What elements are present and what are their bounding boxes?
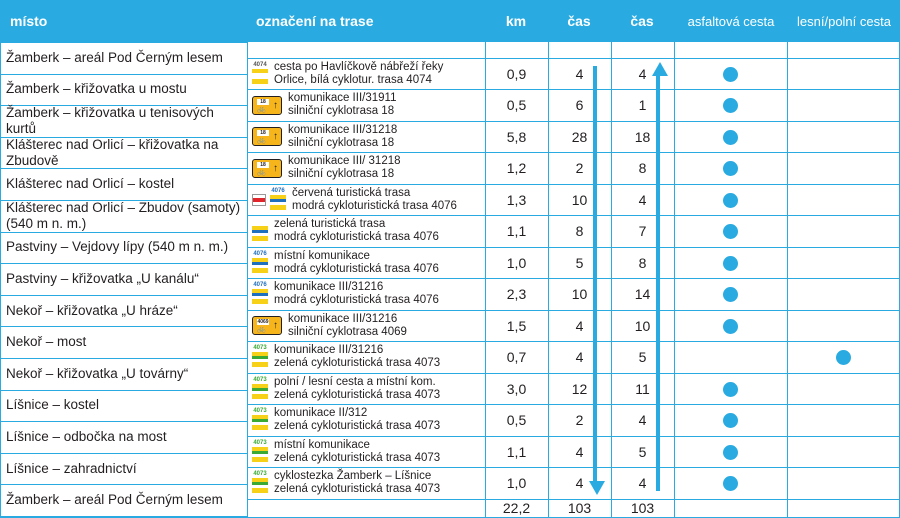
route-line-1: komunikace III/ 31218	[288, 155, 401, 168]
sign-stripe	[252, 262, 268, 265]
route-sign	[252, 316, 288, 335]
time-2-value: 8	[638, 160, 647, 177]
sign-stripe	[252, 482, 268, 485]
route-line-1: komunikace III/31216	[274, 344, 384, 357]
km-value: 1,1	[506, 443, 527, 460]
route-description	[274, 407, 440, 433]
road-cycle-sign-icon	[252, 159, 282, 178]
asphalt-dot	[723, 287, 738, 302]
route-line-1: zelená turistická trasa	[274, 218, 386, 231]
header-place: místo	[10, 13, 48, 29]
asphalt-dot	[723, 413, 738, 428]
sign-band	[252, 79, 268, 84]
cyclo-route-sign-icon	[252, 251, 268, 275]
time-1-value: 2	[575, 160, 584, 177]
route-cell	[252, 121, 484, 153]
time-2-value: 18	[634, 128, 651, 145]
route-line-1: komunikace III/31218	[288, 123, 398, 136]
route-description	[274, 250, 439, 276]
arrow-up-icon: ↑	[273, 162, 278, 174]
sign-band	[252, 425, 268, 430]
column-divider	[247, 0, 248, 518]
route-cell	[252, 404, 484, 436]
km-value: 1,2	[506, 160, 527, 177]
km-value: 1,0	[506, 254, 527, 271]
asphalt-dot	[723, 193, 738, 208]
sign-number: 4073	[253, 376, 267, 383]
header-route: označení na trase	[256, 13, 374, 29]
header-km: km	[505, 13, 527, 29]
route-line-1: cyklostezka Žamberk – Líšnice	[274, 470, 432, 483]
route-line-2: modrá cykloturistická trasa 4076	[274, 231, 439, 244]
route-cell	[252, 152, 484, 184]
route-description	[274, 218, 439, 244]
route-line-1: cesta po Havlíčkově nábřeží řeky	[274, 60, 444, 73]
sign-stripe	[252, 356, 268, 359]
asphalt-dot	[723, 256, 738, 271]
time-2-value: 4	[638, 475, 647, 492]
route-description	[274, 439, 440, 465]
route-cell	[252, 58, 484, 90]
road-cycle-sign-icon	[252, 127, 282, 146]
route-cell	[252, 247, 484, 279]
km-value: 2,3	[506, 286, 527, 303]
time-2-value: 5	[638, 443, 647, 460]
sign-number: 18	[257, 162, 269, 168]
time-1-value: 10	[571, 191, 588, 208]
bicycle-icon: 🚲	[257, 168, 266, 176]
sign-number	[252, 219, 268, 225]
time-2-value: 5	[638, 349, 647, 366]
km-value: 0,5	[506, 412, 527, 429]
down-arrow-head-icon	[589, 481, 605, 495]
time-2-value: 11	[635, 380, 650, 397]
route-sign	[252, 188, 292, 212]
total-km: 22,2	[502, 500, 531, 516]
route-cell	[252, 373, 484, 405]
sign-band	[252, 394, 268, 399]
arrow-up-icon: ↑	[273, 320, 278, 332]
cyclo-route-sign-icon	[252, 62, 268, 86]
route-description	[274, 470, 440, 496]
time-1-value: 10	[571, 286, 588, 303]
km-value: 5,8	[506, 128, 527, 145]
route-cell	[252, 341, 484, 373]
place-name: Klášterec nad Orlicí – křižovatka na Zbudově	[6, 136, 219, 168]
route-cell	[252, 467, 484, 499]
cyclo-route-sign-icon	[252, 440, 268, 464]
route-sign	[252, 96, 288, 115]
route-sign	[252, 345, 274, 369]
time-2-value: 1	[638, 97, 647, 114]
km-value: 1,1	[506, 223, 527, 240]
sign-number: 4069	[257, 319, 269, 326]
time-1-value: 6	[575, 97, 584, 114]
red-tourist-mark-icon	[252, 194, 266, 206]
time-1-value: 28	[571, 128, 588, 145]
time-2-value: 7	[638, 223, 647, 240]
up-arrow-head-icon	[652, 62, 668, 76]
sign-number: 4073	[253, 408, 267, 415]
asphalt-dot	[723, 382, 738, 397]
road-cycle-sign-icon	[252, 96, 282, 115]
km-value: 0,7	[506, 349, 527, 366]
header-time-1: čas	[567, 13, 591, 29]
bicycle-icon: 🚲	[257, 105, 266, 113]
place-name: Líšnice – odbočka na most	[6, 428, 167, 444]
cyclo-route-sign-icon	[252, 377, 268, 401]
route-sign	[252, 159, 288, 178]
sign-number: 4074	[253, 61, 267, 68]
km-value: 0,9	[506, 65, 527, 82]
sign-number: 4073	[253, 471, 267, 478]
km-value: 1,5	[506, 317, 527, 334]
place-name: Pastviny – Vejdovy lípy (540 m n. m.)	[6, 239, 229, 255]
asphalt-dot	[723, 161, 738, 176]
route-line-2: modrá cykloturistická trasa 4076	[274, 262, 439, 275]
route-cell	[252, 310, 484, 342]
asphalt-dot	[723, 445, 738, 460]
time-1-value: 5	[575, 254, 584, 271]
route-line-2: zelená cykloturistická trasa 4073	[274, 388, 441, 401]
arrow-up-icon: ↑	[273, 131, 278, 143]
asphalt-dot	[723, 319, 738, 334]
route-line-1: komunikace III/31911	[288, 92, 397, 105]
cyclo-route-sign-icon	[252, 282, 268, 306]
route-line-2: modrá cykloturistická trasa 4076	[292, 199, 457, 212]
route-line-2: silniční cyklotrasa 18	[288, 136, 395, 149]
route-description	[292, 187, 457, 213]
sign-stripe	[252, 388, 268, 391]
time-2-value: 4	[638, 65, 647, 82]
up-arrow-icon	[656, 76, 660, 491]
time-1-value: 4	[575, 65, 584, 82]
cyclo-route-sign-icon	[252, 408, 268, 432]
sign-stripe	[270, 199, 286, 202]
sign-band	[252, 299, 268, 304]
route-cell	[252, 215, 484, 247]
time-1-value: 12	[571, 380, 588, 397]
bicycle-icon: 🚲	[257, 326, 266, 334]
km-value: 3,0	[506, 380, 527, 397]
km-value: 1,3	[506, 191, 527, 208]
route-description	[274, 344, 440, 370]
header-time-2: čas	[630, 13, 654, 29]
sign-number: 4073	[253, 439, 267, 446]
route-description	[288, 155, 401, 181]
place-name: Nekoř – křižovatka „U továrny“	[6, 365, 189, 381]
time-1-value: 4	[575, 317, 584, 334]
sign-band	[252, 457, 268, 462]
time-2-value: 4	[638, 191, 647, 208]
route-line-2: zelená cykloturistická trasa 4073	[274, 483, 441, 496]
route-sign	[252, 471, 274, 495]
time-2-value: 8	[638, 254, 647, 271]
sign-number: 4076	[253, 282, 267, 289]
road-cycle-sign-icon	[252, 316, 282, 335]
cyclo-route-sign-icon	[252, 345, 268, 369]
sign-band	[270, 205, 286, 210]
sign-stripe	[252, 73, 268, 76]
route-cell	[252, 436, 484, 468]
route-sign	[252, 440, 274, 464]
time-1-value: 4	[575, 349, 584, 366]
route-cell	[252, 184, 484, 216]
route-sign	[252, 62, 274, 86]
time-1-value: 4	[575, 475, 584, 492]
route-sign	[252, 377, 274, 401]
sign-band	[252, 362, 268, 367]
header-asphalt: asfaltová cesta	[687, 13, 775, 29]
time-2-value: 14	[634, 286, 651, 303]
km-value: 0,5	[506, 97, 527, 114]
sign-number: 18	[257, 130, 269, 136]
place-name: Žamberk – křižovatka u mostu	[6, 81, 187, 97]
mark-white	[253, 202, 265, 205]
time-1-value: 2	[575, 412, 584, 429]
sign-stripe	[252, 419, 268, 422]
route-sign	[252, 219, 274, 243]
place-name: Žamberk – areál Pod Černým lesem	[6, 492, 223, 508]
sign-band	[252, 488, 268, 493]
cyclo-route-sign-icon	[252, 471, 268, 495]
route-description	[274, 281, 439, 307]
route-line-1: komunikace III/31216	[288, 312, 398, 325]
route-cell	[252, 89, 484, 121]
asphalt-dot	[723, 98, 738, 113]
route-sign	[252, 408, 274, 432]
column-divider	[674, 0, 675, 518]
route-sign	[252, 282, 274, 306]
sign-number: 18	[257, 99, 269, 105]
sign-stripe	[252, 451, 268, 454]
place-name: Klášterec nad Orlicí – kostel	[6, 176, 175, 192]
time-2-value: 4	[638, 412, 647, 429]
route-line-2: zelená cykloturistická trasa 4073	[274, 451, 441, 464]
sign-number: 4076	[253, 250, 267, 257]
route-description	[274, 61, 443, 87]
asphalt-dot	[723, 130, 738, 145]
sign-band	[252, 236, 268, 241]
sign-number: 4073	[253, 345, 267, 352]
place-name: Líšnice – zahradnictví	[6, 460, 137, 476]
sign-band	[252, 268, 268, 273]
route-line-1: komunikace III/31216	[274, 281, 384, 294]
asphalt-dot	[723, 67, 738, 82]
place-name: Pastviny – křižovatka „U kanálu“	[6, 270, 199, 286]
cyclo-route-sign-icon	[270, 188, 286, 212]
route-line-1: polní / lesní cesta a místní kom.	[274, 375, 436, 388]
total-time-2: 103	[630, 500, 655, 516]
route-line-2: silniční cyklotrasa 18	[288, 105, 395, 118]
column-divider	[787, 0, 788, 518]
place-name: Žamberk – křižovatka u tenisových kurtů	[6, 104, 214, 136]
km-value: 1,0	[506, 475, 527, 492]
asphalt-dot	[723, 224, 738, 239]
route-line-2: zelená cykloturistická trasa 4073	[274, 357, 441, 370]
sign-number: 4076	[271, 187, 285, 194]
place-name: Klášterec nad Orlicí – Zbudov (samoty) (540 m n. m.)	[6, 199, 241, 231]
route-line-1: komunikace II/312	[274, 407, 368, 420]
sign-stripe	[252, 293, 268, 296]
route-sign	[252, 251, 274, 275]
arrow-up-icon: ↑	[273, 99, 278, 111]
route-cell	[252, 278, 484, 310]
place-name: Nekoř – křižovatka „U hráze“	[6, 302, 178, 318]
forest-dot	[836, 350, 851, 365]
column-divider	[0, 0, 1, 518]
route-description	[274, 376, 440, 402]
route-line-1: místní komunikace	[274, 438, 370, 451]
route-line-1: místní komunikace	[274, 249, 370, 262]
time-1-value: 8	[575, 223, 584, 240]
route-line-2: modrá cykloturistická trasa 4076	[274, 294, 439, 307]
header-forest: lesní/polní cesta	[797, 13, 891, 29]
place-name: Líšnice – kostel	[6, 397, 100, 413]
route-line-2: zelená cykloturistická trasa 4073	[274, 420, 441, 433]
route-sign	[252, 127, 288, 146]
route-description	[288, 313, 407, 339]
bicycle-icon: 🚲	[257, 137, 266, 145]
asphalt-dot	[723, 476, 738, 491]
route-description	[288, 124, 397, 150]
down-arrow-icon	[593, 66, 597, 481]
place-name: Žamberk – areál Pod Černým lesem	[6, 49, 223, 65]
time-1-value: 4	[575, 443, 584, 460]
route-line-2: silniční cyklotrasa 18	[288, 168, 395, 181]
cyclo-route-sign-icon	[252, 219, 268, 243]
route-line-2: silniční cyklotrasa 4069	[288, 325, 407, 338]
time-2-value: 10	[634, 317, 651, 334]
total-time-1: 103	[567, 500, 592, 516]
sign-stripe	[252, 230, 268, 233]
route-description	[288, 92, 396, 118]
place-name: Nekoř – most	[6, 334, 87, 350]
route-line-1: červená turistická trasa	[292, 186, 411, 199]
route-line-2: Orlice, bílá cyklotur. trasa 4074	[274, 73, 432, 86]
